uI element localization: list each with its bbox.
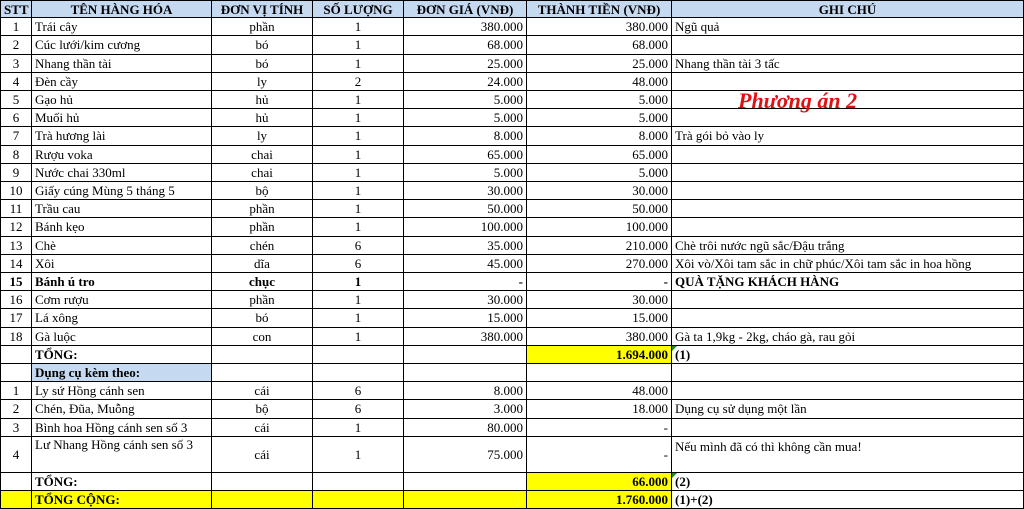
cell-name[interactable]: Nước chai 330ml [32, 164, 212, 182]
cell-stt[interactable]: 2 [0, 36, 32, 54]
cell-stt[interactable]: 8 [0, 146, 32, 164]
cell-total[interactable]: 5.000 [527, 91, 672, 109]
cell-stt[interactable]: 10 [0, 182, 32, 200]
cell-stt[interactable]: 17 [0, 309, 32, 327]
cell-stt[interactable]: 1 [0, 382, 32, 400]
cell-qty[interactable]: 6 [313, 237, 404, 255]
header-note[interactable]: GHI CHÚ [672, 0, 1024, 18]
cell-note[interactable] [672, 182, 1024, 200]
cell-empty[interactable] [672, 364, 1024, 382]
cell-note[interactable]: Nếu mình đã có thì không cần mua! [672, 437, 1024, 473]
cell-unit[interactable]: bộ [212, 400, 313, 418]
cell-qty[interactable] [313, 346, 404, 364]
cell-total[interactable]: 380.000 [527, 18, 672, 36]
cell-qty[interactable]: 1 [313, 36, 404, 54]
cell-note[interactable] [672, 382, 1024, 400]
cell-note[interactable]: Ngũ quả [672, 18, 1024, 36]
cell-unit[interactable]: chai [212, 164, 313, 182]
cell-total[interactable]: 15.000 [527, 309, 672, 327]
cell-name[interactable]: Chè [32, 237, 212, 255]
cell-note[interactable]: Chè trôi nước ngũ sắc/Đậu trắng [672, 237, 1024, 255]
cell-unit[interactable]: bộ [212, 182, 313, 200]
cell-stt[interactable]: 3 [0, 55, 32, 73]
header-qty[interactable]: SỐ LƯỢNG [313, 0, 404, 18]
cell-stt[interactable]: 4 [0, 437, 32, 473]
cell-stt[interactable] [0, 491, 32, 509]
plan-label: Phương án 2 [738, 88, 858, 113]
cell-stt[interactable]: 4 [0, 73, 32, 91]
cell-stt[interactable]: 9 [0, 164, 32, 182]
cell-qty[interactable]: 1 [313, 164, 404, 182]
cell-qty[interactable]: 6 [313, 400, 404, 418]
cell-name[interactable]: Rượu voka [32, 146, 212, 164]
cell-total[interactable]: - [527, 437, 672, 473]
cell-price[interactable] [404, 473, 527, 491]
cell-price[interactable]: 25.000 [404, 55, 527, 73]
cell-unit[interactable]: ly [212, 73, 313, 91]
cell-total[interactable]: 68.000 [527, 36, 672, 54]
cell-unit[interactable]: phần [212, 218, 313, 236]
cell-unit[interactable]: bó [212, 55, 313, 73]
cell-name[interactable]: Cơm rượu [32, 291, 212, 309]
cell-note[interactable]: Nhang thần tài 3 tấc [672, 55, 1024, 73]
cell-unit[interactable]: bó [212, 309, 313, 327]
cell-total[interactable]: 5.000 [527, 164, 672, 182]
total-note[interactable]: (1) [672, 346, 1024, 364]
cell-price[interactable]: 65.000 [404, 146, 527, 164]
cell-name[interactable]: Bình hoa Hồng cánh sen số 3 [32, 419, 212, 437]
cell-qty[interactable]: 1 [313, 109, 404, 127]
cell-qty[interactable]: 1 [313, 273, 404, 291]
cell-name[interactable]: Lá xông [32, 309, 212, 327]
cell-name[interactable]: Bánh ú tro [32, 273, 212, 291]
cell-price[interactable]: 30.000 [404, 182, 527, 200]
cell-total[interactable]: 5.000 [527, 109, 672, 127]
cell-note[interactable] [672, 309, 1024, 327]
cell-stt[interactable]: 1 [0, 18, 32, 36]
cell-qty[interactable]: 1 [313, 18, 404, 36]
cell-note[interactable] [672, 36, 1024, 54]
cell-unit[interactable]: cái [212, 382, 313, 400]
cell-total[interactable]: 48.000 [527, 73, 672, 91]
cell-qty[interactable]: 2 [313, 73, 404, 91]
cell-qty[interactable]: 1 [313, 437, 404, 473]
cell-stt[interactable]: 18 [0, 328, 32, 346]
cell-price[interactable]: 380.000 [404, 328, 527, 346]
header-price[interactable]: ĐƠN GIÁ (VNĐ) [404, 0, 527, 18]
cell-empty[interactable] [527, 364, 672, 382]
cell-total[interactable]: - [527, 419, 672, 437]
cell-note[interactable]: Trà gói bỏ vào ly [672, 127, 1024, 145]
cell-unit[interactable]: phần [212, 200, 313, 218]
cell-qty[interactable]: 1 [313, 419, 404, 437]
cell-qty[interactable]: 1 [313, 127, 404, 145]
cell-note[interactable] [672, 419, 1024, 437]
cell-name[interactable]: Trà hương lài [32, 127, 212, 145]
header-stt[interactable]: STT [0, 0, 32, 18]
cell-price[interactable]: 100.000 [404, 218, 527, 236]
cell-empty[interactable] [313, 364, 404, 382]
total-value[interactable]: 1.760.000 [527, 491, 672, 509]
cell-total[interactable]: 30.000 [527, 291, 672, 309]
cell-note[interactable] [672, 164, 1024, 182]
cell-price[interactable]: 24.000 [404, 73, 527, 91]
cell-total[interactable]: 8.000 [527, 127, 672, 145]
tools-header[interactable]: Dụng cụ kèm theo: [32, 364, 212, 382]
cell-unit[interactable]: bó [212, 36, 313, 54]
cell-price[interactable]: 5.000 [404, 91, 527, 109]
cell-name[interactable]: Muối hủ [32, 109, 212, 127]
cell-unit[interactable] [212, 346, 313, 364]
cell-qty[interactable]: 1 [313, 91, 404, 109]
cell-price[interactable] [404, 346, 527, 364]
cell-stt[interactable]: 14 [0, 255, 32, 273]
cell-note[interactable]: Dụng cụ sử dụng một lần [672, 400, 1024, 418]
cell-note[interactable] [672, 146, 1024, 164]
total-value[interactable]: 1.694.000 [527, 346, 672, 364]
cell-unit[interactable]: cái [212, 437, 313, 473]
cell-price[interactable]: 45.000 [404, 255, 527, 273]
cell-price[interactable] [404, 491, 527, 509]
cell-stt[interactable]: 5 [0, 91, 32, 109]
cell-name[interactable]: Ly sứ Hồng cánh sen [32, 382, 212, 400]
cell-name[interactable]: Gà luộc [32, 328, 212, 346]
cell-unit[interactable]: hủ [212, 91, 313, 109]
cell-stt[interactable]: 3 [0, 419, 32, 437]
cell-unit[interactable]: chén [212, 237, 313, 255]
cell-name[interactable]: Nhang thần tài [32, 55, 212, 73]
cell-qty[interactable]: 1 [313, 291, 404, 309]
cell-stt[interactable]: 7 [0, 127, 32, 145]
cell-qty[interactable]: 1 [313, 218, 404, 236]
cell-total[interactable]: 50.000 [527, 200, 672, 218]
cell-stt[interactable] [0, 473, 32, 491]
cell-stt[interactable]: 16 [0, 291, 32, 309]
cell-qty[interactable]: 1 [313, 182, 404, 200]
cell-name[interactable]: Gạo hủ [32, 91, 212, 109]
cell-note[interactable]: Xôi vò/Xôi tam sắc in chữ phúc/Xôi tam sắc in hoa hồng [672, 255, 1024, 273]
cell-qty[interactable]: 6 [313, 382, 404, 400]
cell-price[interactable]: - [404, 273, 527, 291]
cell-stt[interactable]: 13 [0, 237, 32, 255]
cell-name[interactable]: Trái cây [32, 18, 212, 36]
cell-price[interactable]: 68.000 [404, 36, 527, 54]
cell-qty[interactable]: 6 [313, 255, 404, 273]
cell-name[interactable]: Trầu cau [32, 200, 212, 218]
cell-unit[interactable] [212, 491, 313, 509]
cell-unit[interactable]: cái [212, 419, 313, 437]
cell-price[interactable]: 5.000 [404, 109, 527, 127]
cell-total[interactable]: 48.000 [527, 382, 672, 400]
cell-qty[interactable]: 1 [313, 309, 404, 327]
total-label[interactable]: TỔNG: [32, 473, 212, 491]
cell-price[interactable]: 8.000 [404, 382, 527, 400]
cell-name[interactable]: Giấy cúng Mùng 5 tháng 5 [32, 182, 212, 200]
cell-stt[interactable]: 11 [0, 200, 32, 218]
cell-stt[interactable]: 12 [0, 218, 32, 236]
header-name[interactable]: TÊN HÀNG HÓA [32, 0, 212, 18]
header-total[interactable]: THÀNH TIỀN (VNĐ) [527, 0, 672, 18]
cell-note[interactable] [672, 200, 1024, 218]
cell-total[interactable]: 18.000 [527, 400, 672, 418]
cell-stt[interactable] [0, 346, 32, 364]
cell-empty[interactable] [212, 364, 313, 382]
cell-price[interactable]: 80.000 [404, 419, 527, 437]
cell-stt[interactable] [0, 364, 32, 382]
cell-empty[interactable] [404, 364, 527, 382]
cell-qty[interactable]: 1 [313, 55, 404, 73]
cell-unit[interactable]: chai [212, 146, 313, 164]
cell-qty[interactable]: 1 [313, 328, 404, 346]
total-value[interactable]: 66.000 [527, 473, 672, 491]
cell-note[interactable]: Gà ta 1,9kg - 2kg, cháo gà, rau gỏi [672, 328, 1024, 346]
cell-total[interactable]: 100.000 [527, 218, 672, 236]
cell-qty[interactable]: 1 [313, 146, 404, 164]
cell-total[interactable]: 25.000 [527, 55, 672, 73]
cell-total[interactable]: 210.000 [527, 237, 672, 255]
total-note[interactable]: (1)+(2) [672, 491, 1024, 509]
cell-price[interactable]: 3.000 [404, 400, 527, 418]
cell-unit[interactable]: phần [212, 18, 313, 36]
total-label[interactable]: TỔNG CỘNG: [32, 491, 212, 509]
cell-price[interactable]: 15.000 [404, 309, 527, 327]
cell-name[interactable]: Lư Nhang Hồng cánh sen số 3 [32, 437, 212, 473]
cell-price[interactable]: 5.000 [404, 164, 527, 182]
cell-total[interactable]: 270.000 [527, 255, 672, 273]
cell-unit[interactable] [212, 473, 313, 491]
cell-stt[interactable]: 2 [0, 400, 32, 418]
cell-stt[interactable]: 15 [0, 273, 32, 291]
cell-price[interactable]: 75.000 [404, 437, 527, 473]
cell-price[interactable]: 35.000 [404, 237, 527, 255]
cell-note[interactable]: QUÀ TẶNG KHÁCH HÀNG [672, 273, 1024, 291]
cell-note[interactable] [672, 218, 1024, 236]
cell-qty[interactable]: 1 [313, 200, 404, 218]
cell-unit[interactable]: chục [212, 273, 313, 291]
cell-total[interactable]: - [527, 273, 672, 291]
cell-note[interactable] [672, 291, 1024, 309]
total-note[interactable]: (2) [672, 473, 1024, 491]
cell-name[interactable]: Cúc lưới/kim cương [32, 36, 212, 54]
cell-price[interactable]: 8.000 [404, 127, 527, 145]
cell-total[interactable]: 380.000 [527, 328, 672, 346]
header-unit[interactable]: ĐƠN VỊ TÍNH [212, 0, 313, 18]
cell-unit[interactable]: ly [212, 127, 313, 145]
cell-total[interactable]: 30.000 [527, 182, 672, 200]
cell-qty[interactable] [313, 491, 404, 509]
cell-unit[interactable]: phần [212, 291, 313, 309]
cell-name[interactable]: Xôi [32, 255, 212, 273]
cell-name[interactable]: Bánh kẹo [32, 218, 212, 236]
cell-unit[interactable]: dĩa [212, 255, 313, 273]
cell-price[interactable]: 30.000 [404, 291, 527, 309]
cell-name[interactable]: Đèn cầy [32, 73, 212, 91]
cell-unit[interactable]: hủ [212, 109, 313, 127]
cell-stt[interactable]: 6 [0, 109, 32, 127]
cell-price[interactable]: 380.000 [404, 18, 527, 36]
total-label[interactable]: TỔNG: [32, 346, 212, 364]
cell-qty[interactable] [313, 473, 404, 491]
cell-unit[interactable]: con [212, 328, 313, 346]
cell-price[interactable]: 50.000 [404, 200, 527, 218]
cell-total[interactable]: 65.000 [527, 146, 672, 164]
cell-name[interactable]: Chén, Đũa, Muỗng [32, 400, 212, 418]
